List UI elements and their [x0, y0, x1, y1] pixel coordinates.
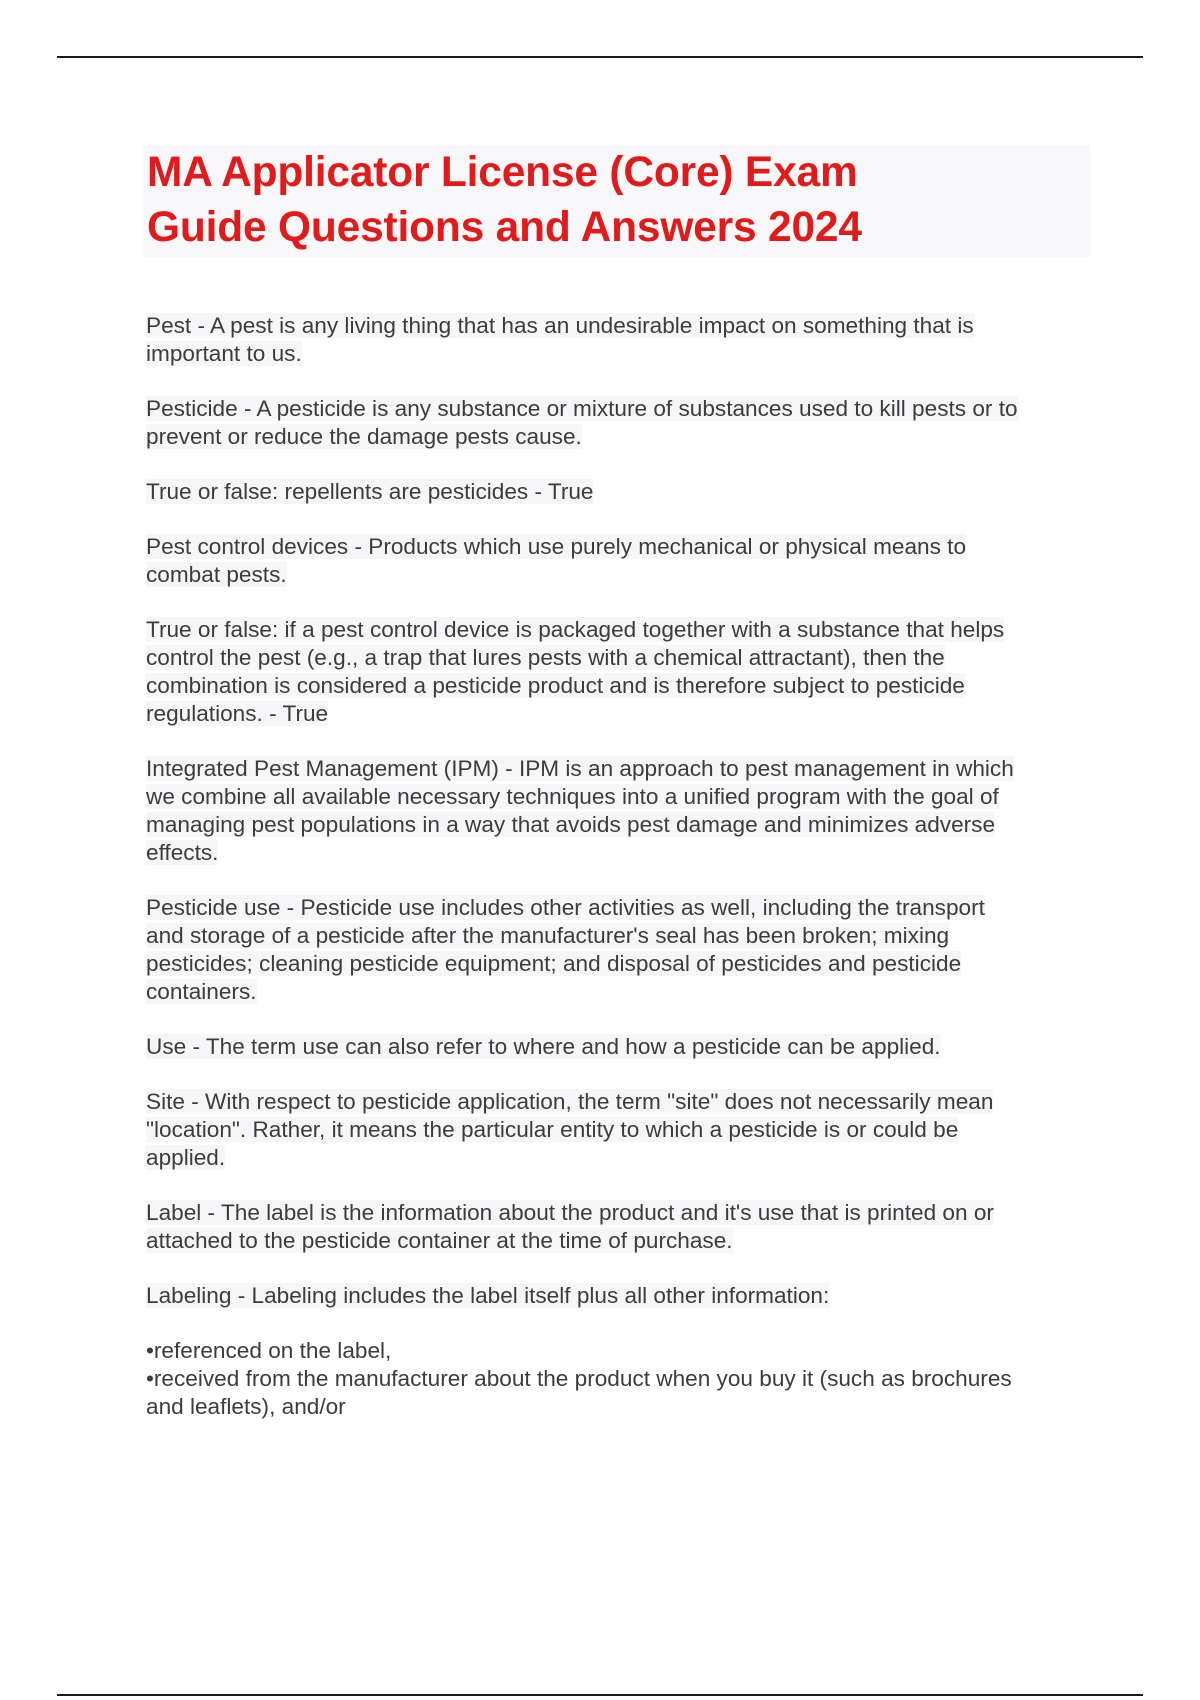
entry-line: Pesticide - A pesticide is any substance or mixture of substances used to kill pests or to [146, 396, 1018, 421]
entry-line: pesticides; cleaning pesticide equipment; and disposal of pesticides and pesticide [146, 951, 962, 976]
entry-line: we combine all available necessary techniques into a unified program with the goal of [146, 784, 999, 809]
document-title [143, 145, 1091, 255]
qa-entry-labeling [146, 1282, 1091, 1310]
entry-line: combat pests. [146, 562, 287, 587]
entry-line: prevent or reduce the damage pests cause. [146, 424, 582, 449]
entry-line: important to us. [146, 341, 302, 366]
bottom-rule [57, 1694, 1143, 1696]
title-block [143, 145, 1091, 257]
entry-line: regulations. - True [146, 701, 329, 726]
entry-line: True or false: repellents are pesticides - True [146, 479, 594, 504]
entry-line: Pesticide use - Pesticide use includes other activities as well, including the transport [146, 895, 985, 920]
entry-line: containers. [146, 979, 257, 1004]
bullet-line: •referenced on the label, [146, 1338, 392, 1363]
labeling-bullet-list [146, 1337, 1091, 1421]
qa-entry-label [146, 1199, 1091, 1255]
bullet-line: •received from the manufacturer about the product when you buy it (such as brochures [146, 1366, 1012, 1391]
qa-entry-pest-control-devices [146, 533, 1091, 589]
qa-entry-ipm [146, 755, 1091, 867]
qa-entry-pesticide [146, 395, 1091, 451]
qa-entry-use [146, 1033, 1091, 1061]
entry-line: Site - With respect to pesticide application, the term "site" does not necessarily mean [146, 1089, 994, 1114]
qa-content [146, 312, 1091, 1421]
entry-line: Labeling - Labeling includes the label itself plus all other information: [146, 1283, 830, 1308]
entry-line: Use - The term use can also refer to where and how a pesticide can be applied. [146, 1034, 941, 1059]
entry-line: managing pest populations in a way that avoids pest damage and minimizes adverse [146, 812, 996, 837]
entry-line: combination is considered a pesticide product and is therefore subject to pesticide [146, 673, 965, 698]
entry-line: Integrated Pest Management (IPM) - IPM is an approach to pest management in which [146, 756, 1014, 781]
entry-line: and storage of a pesticide after the manufacturer's seal has been broken; mixing [146, 923, 950, 948]
top-rule [57, 56, 1143, 58]
title-line: Guide Questions and Answers 2024 [147, 204, 862, 251]
qa-entry-repellents [146, 478, 1091, 506]
qa-entry-pest [146, 312, 1091, 368]
entry-line: True or false: if a pest control device is packaged together with a substance that helps [146, 617, 1005, 642]
entry-line: Label - The label is the information about the product and it's use that is printed on or [146, 1200, 994, 1225]
entry-line: applied. [146, 1145, 226, 1170]
entry-line: Pest - A pest is any living thing that has an undesirable impact on something that is [146, 313, 974, 338]
qa-entry-site [146, 1088, 1091, 1172]
entry-line: control the pest (e.g., a trap that lures pests with a chemical attractant), then the [146, 645, 945, 670]
entry-line: Pest control devices - Products which use purely mechanical or physical means to [146, 534, 967, 559]
entry-line: attached to the pesticide container at the time of purchase. [146, 1228, 733, 1253]
bullet-line: and leaflets), and/or [146, 1394, 346, 1419]
title-line: MA Applicator License (Core) Exam [147, 149, 858, 196]
entry-line: "location". Rather, it means the particular entity to which a pesticide is or could be [146, 1117, 959, 1142]
qa-entry-pesticide-use [146, 894, 1091, 1006]
entry-line: effects. [146, 840, 219, 865]
qa-entry-device-packaged [146, 616, 1091, 728]
